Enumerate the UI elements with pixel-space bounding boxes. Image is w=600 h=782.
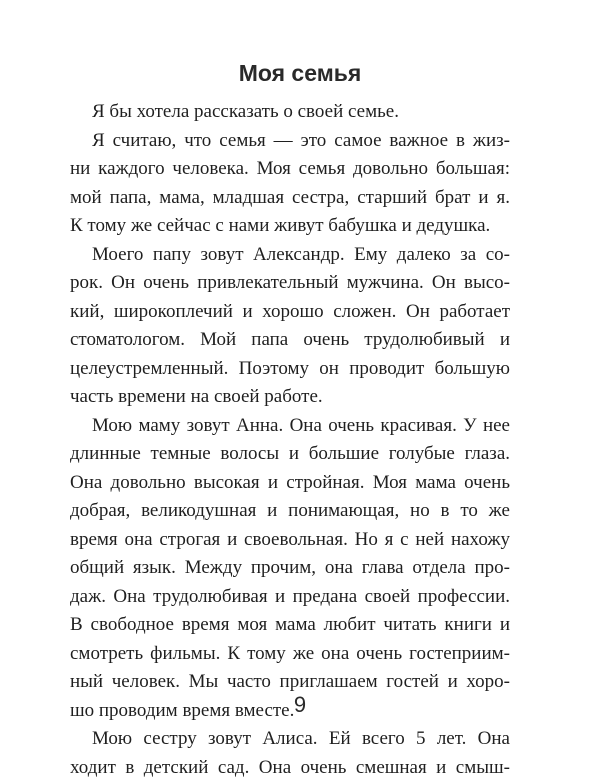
text-line: время она строгая и своевольная. Но я с ней нахожу <box>70 526 510 555</box>
text-line: часть времени на своей работе. <box>70 383 510 412</box>
text-line: ни каждого человека. Моя семья довольно большая: <box>70 155 510 184</box>
text-line: Она довольно высокая и стройная. Моя мама очень <box>70 469 510 498</box>
text-line: длинные темные волосы и большие голубые глаза. <box>70 440 510 469</box>
text-line: Я считаю, что семья — это самое важное в жиз- <box>70 127 510 156</box>
text-line: Мою сестру зовут Алиса. Ей всего 5 лет. Она <box>70 725 510 754</box>
text-line: Мою маму зовут Анна. Она очень красивая. У нее <box>70 412 510 441</box>
page-number: 9 <box>0 692 600 718</box>
text-body <box>70 98 510 782</box>
text-line: В свободное время моя мама любит читать книги и <box>70 611 510 640</box>
text-line: ный человек. Мы часто приглашаем гостей и хоро- <box>70 668 510 697</box>
text-line: мой папа, мама, младшая сестра, старший брат и я. <box>70 184 510 213</box>
text-line: шо проводим время вместе. <box>70 697 510 726</box>
text-line: даж. Она трудолюбивая и предана своей профессии. <box>70 583 510 612</box>
text-line: целеустремленный. Поэтому он проводит большую <box>70 355 510 384</box>
text-line: Я бы хотела рассказать о своей семье. <box>70 98 510 127</box>
text-line: стоматологом. Мой папа очень трудолюбивый и <box>70 326 510 355</box>
text-line: Моего папу зовут Александр. Ему далеко за со- <box>70 241 510 270</box>
text-line: кий, широкоплечий и хорошо сложен. Он работает <box>70 298 510 327</box>
page-title: Моя семья <box>0 58 600 88</box>
text-line: К тому же сейчас с нами живут бабушка и дедушка. <box>70 212 510 241</box>
text-line: ходит в детский сад. Она очень смешная и смыш- <box>70 754 510 782</box>
text-line: рок. Он очень привлекательный мужчина. Он высо- <box>70 269 510 298</box>
text-line: добрая, великодушная и понимающая, но в то же <box>70 497 510 526</box>
text-line: общий язык. Между прочим, она глава отдела про- <box>70 554 510 583</box>
text-line: смотреть фильмы. К тому же она очень гостеприим- <box>70 640 510 669</box>
